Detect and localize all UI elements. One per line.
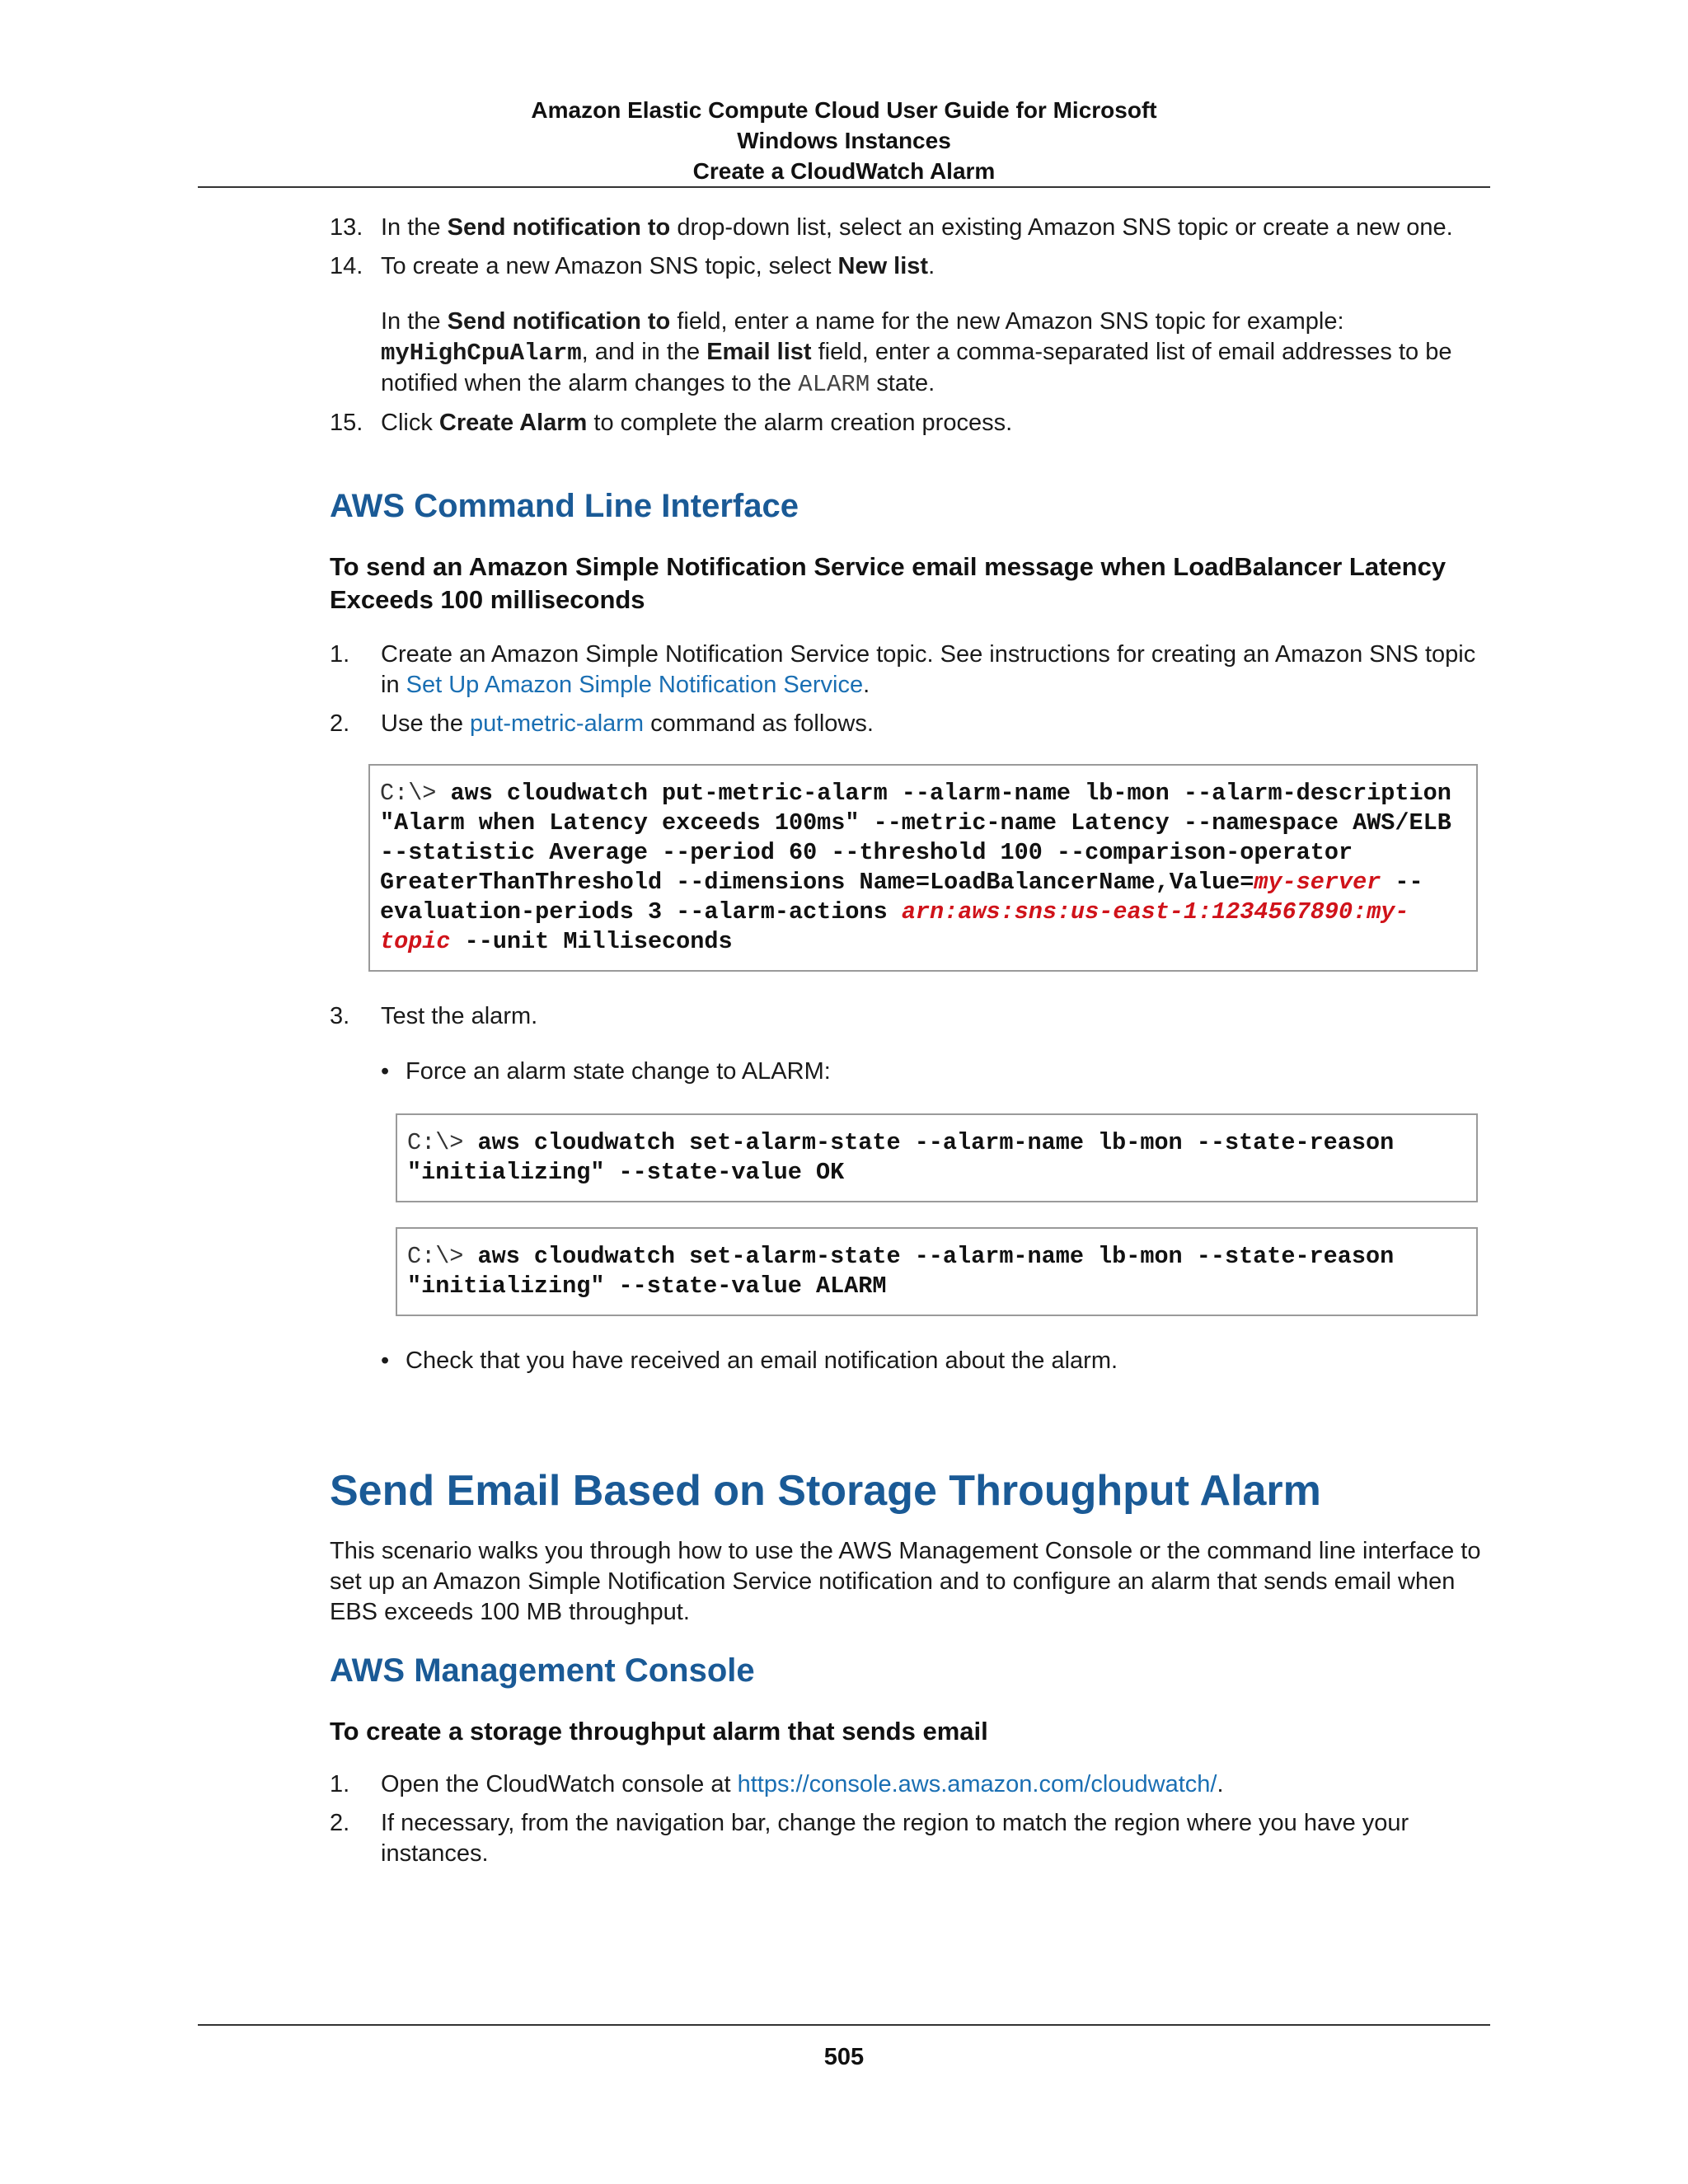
step-13: 13. In the Send notification to drop-down list, select an existing Amazon SNS topic or create a new one. [330, 213, 1500, 243]
ui-label-create-alarm: Create Alarm [438, 410, 588, 436]
link-set-up-sns[interactable]: Set Up Amazon Simple Notification Service [406, 672, 864, 698]
step-number: 13. [330, 214, 363, 241]
page-number: 505 [823, 2044, 865, 2070]
main-content [330, 213, 1500, 1869]
code-block-set-state-alarm: C:\> aws cloudwatch set-alarm-state --alarm-name lb-mon --state-reason "initializing" --state-value ALARM [396, 1227, 1478, 1316]
step-number: 1. [330, 641, 350, 668]
bullet-glyph: • [381, 1058, 390, 1085]
section-heading-cli: AWS Command Line Interface [330, 488, 799, 524]
section-heading-storage-throughput: Send Email Based on Storage Throughput Alarm [330, 1467, 1321, 1515]
header-section-title: Create a CloudWatch Alarm [692, 158, 996, 184]
cli-step-3: 3. Test the alarm. [330, 1001, 1500, 1032]
step-number: 14. [330, 253, 363, 279]
procedure-title-storage: To create a storage throughput alarm that sends email [330, 1717, 988, 1746]
storage-intro-paragraph: This scenario walks you through how to use the AWS Management Console or the command line interface to set up an Amazon Simple Notification Service notification and to configure an alarm that sends email when EBS exceeds 100 MB throughput. [330, 1538, 1481, 1625]
procedure-title-cli: To send an Amazon Simple Notification Service email message when LoadBalancer Latency Exceeds 100 milliseconds [330, 552, 1447, 614]
ui-label-send-notification: Send notification to [447, 214, 671, 241]
step-number: 2. [330, 1810, 350, 1836]
header-rule [198, 186, 1490, 188]
step-14: 14. To create a new Amazon SNS topic, select New list. [330, 251, 1500, 282]
code-block-put-metric-alarm: C:\> aws cloudwatch put-metric-alarm --alarm-name lb-mon --alarm-description "Alarm when Latency exceeds 100ms" --metric-name Latency --namespace AWS/ELB --statistic Average --period 60 --threshold 100 --comparison-operator GreaterThanThreshold --dimensions Name=LoadBalancerName,Value=my-server --evaluation-periods 3 --alarm-actions arn:aws:sns:us-east-1:1234567890:my-topic --unit Milliseconds [368, 764, 1478, 972]
replaceable-topic-arn: arn:aws:sns:us-east-1:1234567890:my-topic [380, 898, 1409, 955]
inline-code-alarm-state: ALARM [798, 371, 870, 398]
bullet-check-email: • Check that you have received an email notification about the alarm. [381, 1346, 1500, 1376]
step-number: 3. [330, 1003, 350, 1029]
footer-rule [198, 2024, 1490, 2026]
step-number: 2. [330, 710, 350, 737]
header-guide-title: Amazon Elastic Compute Cloud User Guide for Microsoft [531, 97, 1157, 123]
command-prompt: C:\> [407, 1243, 478, 1270]
command-prompt: C:\> [407, 1129, 478, 1156]
storage-step-1: 1. Open the CloudWatch console at https://console.aws.amazon.com/cloudwatch/. [330, 1769, 1500, 1800]
storage-step-2: 2. If necessary, from the navigation bar, change the region to match the region where you have your instances. [330, 1810, 1409, 1867]
code-block-set-state-ok: C:\> aws cloudwatch set-alarm-state --alarm-name lb-mon --state-reason "initializing" --state-value OK [396, 1113, 1478, 1202]
link-cloudwatch-console[interactable]: https://console.aws.amazon.com/cloudwatch/ [737, 1771, 1217, 1797]
link-put-metric-alarm[interactable]: put-metric-alarm [470, 710, 645, 737]
step-14-details: In the Send notification to field, enter a name for the new Amazon SNS topic for example: myHighCpuAlarm, and in the Email list field, enter a comma-separated list of email addresses to be notified when the alarm changes to the ALARM state. [381, 308, 1452, 398]
bullet-glyph: • [381, 1347, 390, 1374]
header-guide-subtitle: Windows Instances [737, 128, 951, 153]
bullet-force-alarm: • Force an alarm state change to ALARM: [381, 1057, 1500, 1087]
cli-step-1: 1. Create an Amazon Simple Notification Service topic. See instructions for creating an Amazon SNS topic in Set Up Amazon Simple Notification Service. [330, 641, 1476, 698]
running-header [198, 95, 1490, 186]
step-number: 15. [330, 410, 363, 436]
replaceable-server: my-server [1254, 869, 1381, 896]
step-number: 1. [330, 1771, 350, 1797]
command-prompt: C:\> [380, 780, 451, 807]
inline-code-topic-name: myHighCpuAlarm [381, 340, 582, 367]
ui-label-new-list: New list [837, 253, 929, 279]
cli-step-2: 2. Use the put-metric-alarm command as follows. [330, 709, 1500, 739]
step-15: 15. Click Create Alarm to complete the alarm creation process. [330, 408, 1500, 438]
section-heading-console: AWS Management Console [330, 1652, 755, 1689]
